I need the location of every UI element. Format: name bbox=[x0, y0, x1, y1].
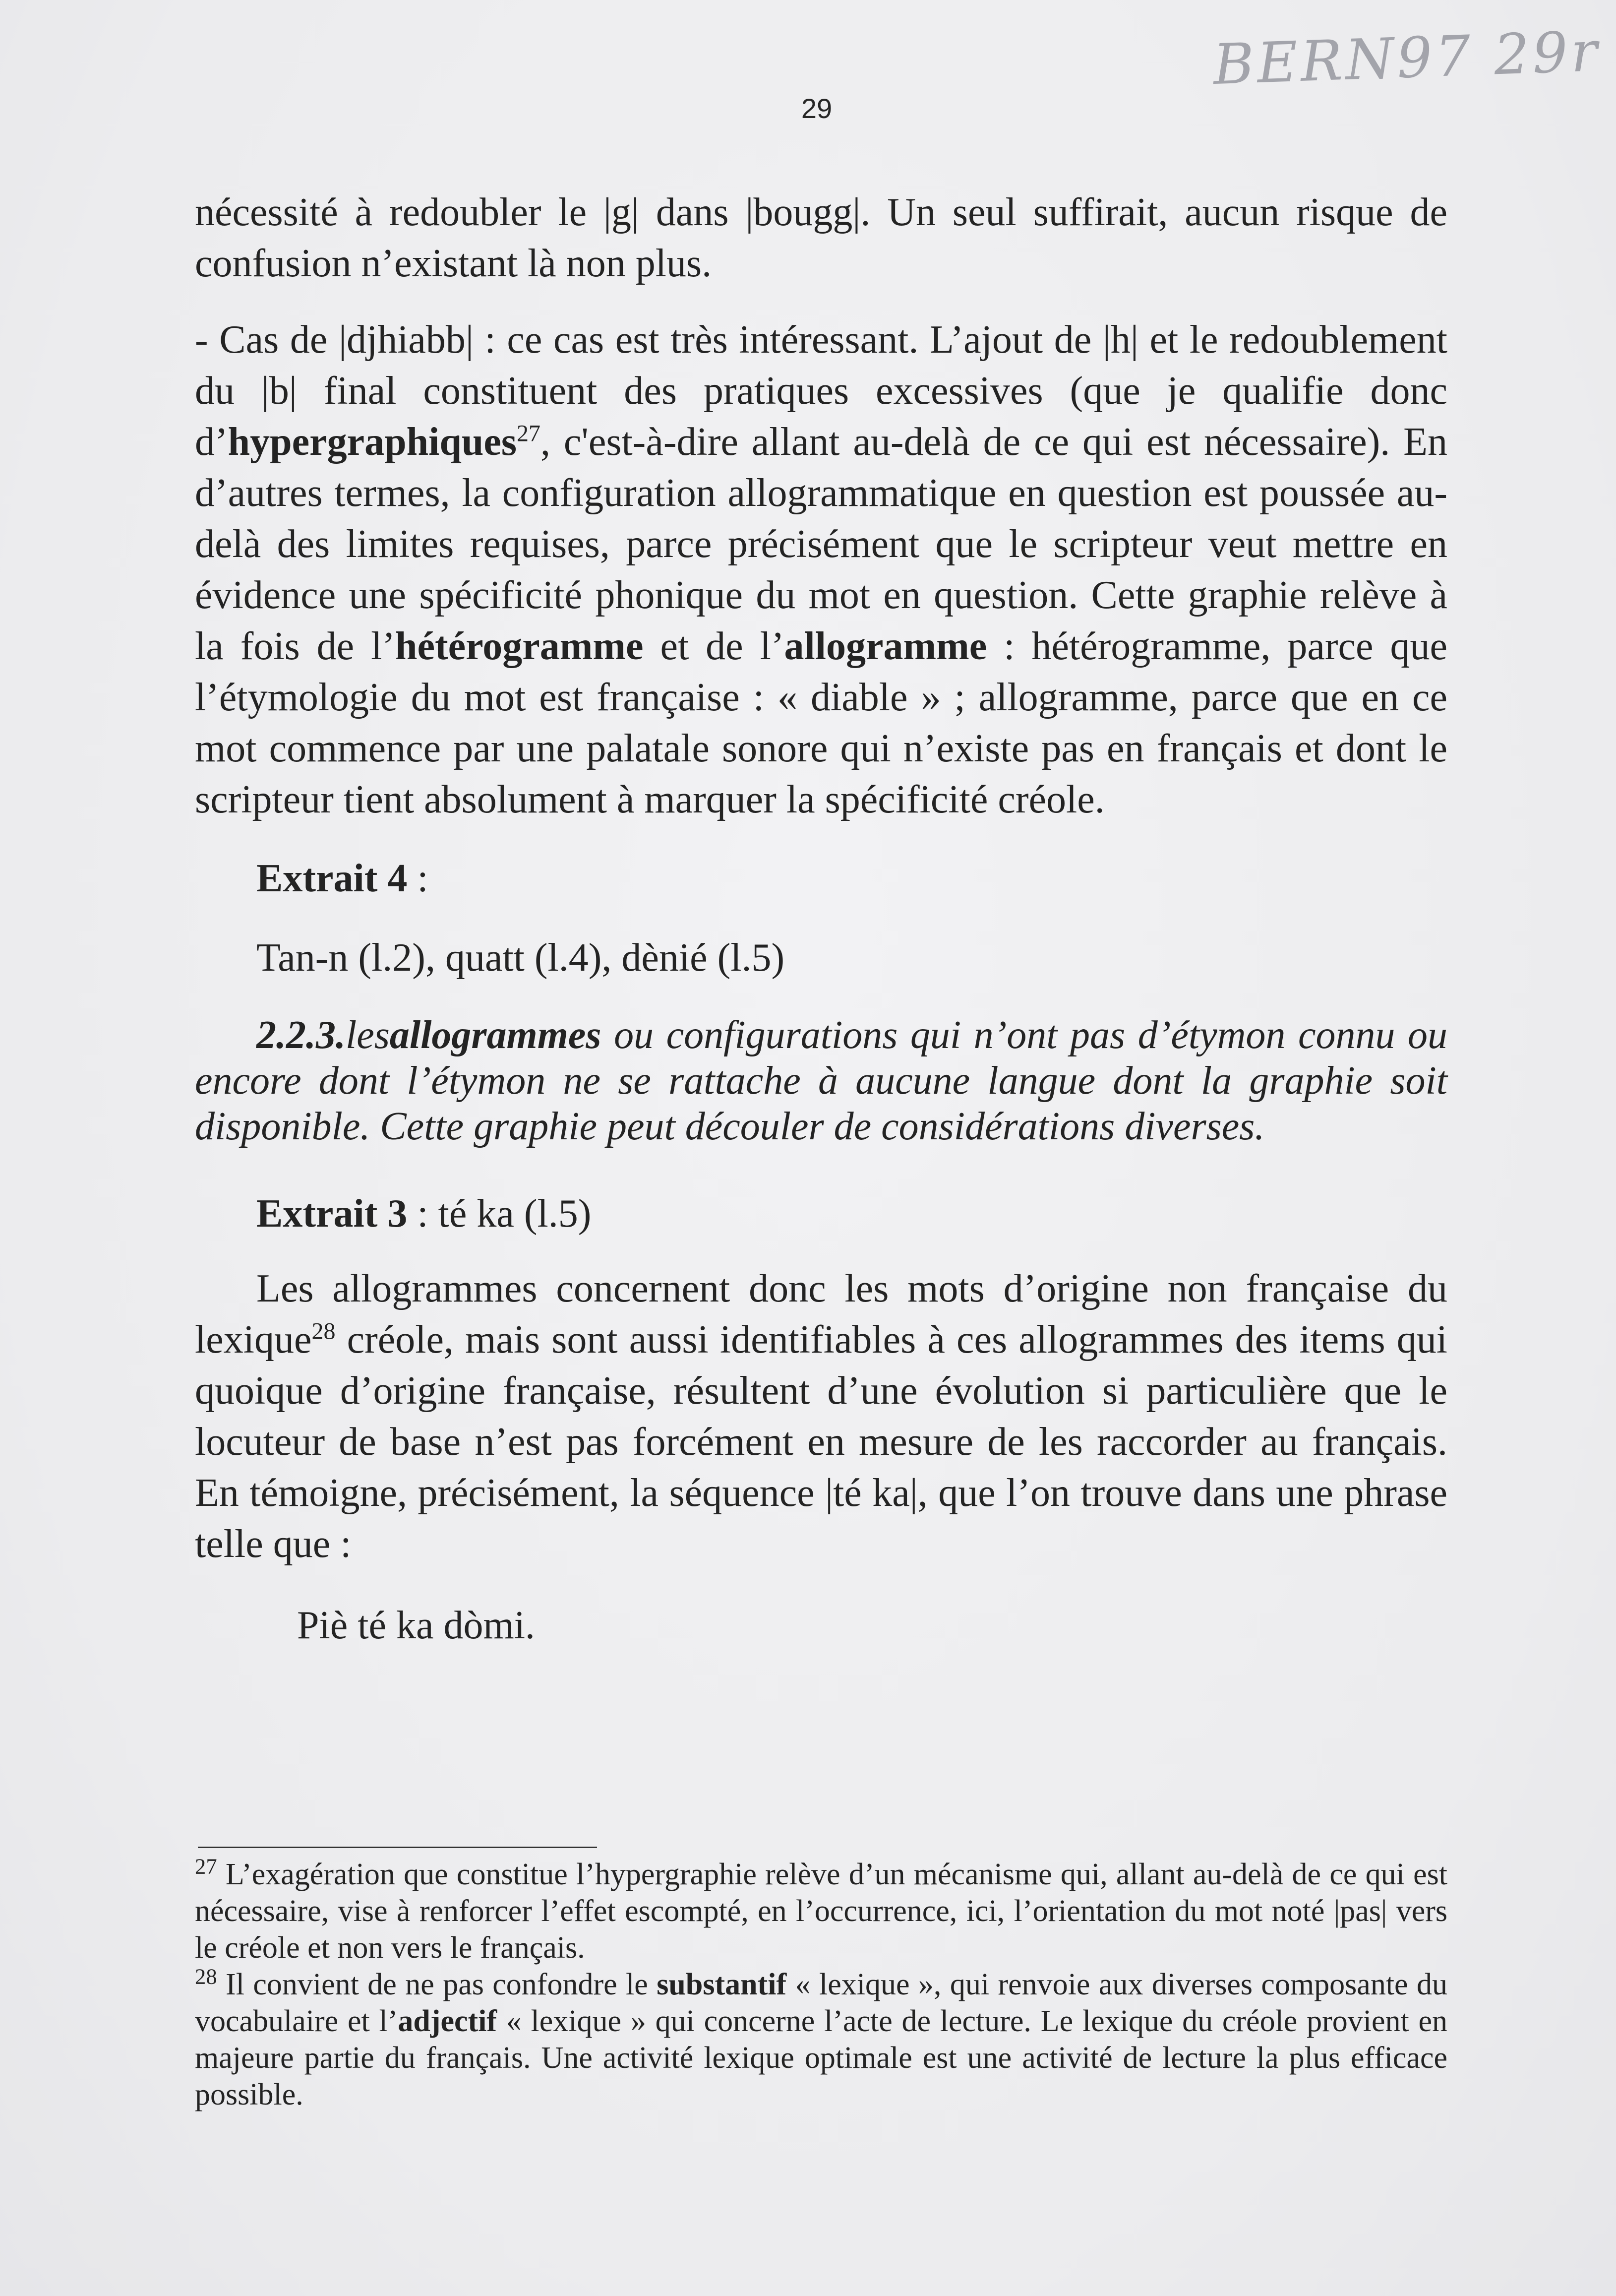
footnote-text: L’exagération que constitue l’hypergraphie relève d’un mécanisme qui, allant au-delà de ce qui est nécessaire, vise à renforcer l’effet escompté, en l’occurrence, ici, l’orientation du mot noté |pas| vers le créole et non vers le français. bbox=[195, 1858, 1447, 1965]
footnote-28 bbox=[195, 1966, 1447, 2113]
paragraph-djhiabb bbox=[195, 314, 1447, 825]
paragraph-text: créole, mais sont aussi identifiables à ces allogrammes des items qui quoique d’origine française, résultent d’une évolution si particulière que le locuteur de base n’est pas forcément en mesure de les raccorder au français. En témoigne, précisément, la séquence |té ka|, que l’on trouve dans une phrase telle que : bbox=[195, 1318, 1447, 1566]
footnotes bbox=[195, 1856, 1447, 2113]
bold-term-substantif: substantif bbox=[657, 1968, 787, 2001]
bold-term-adjectif: adjectif bbox=[398, 2004, 497, 2038]
handwritten-annotation: BERN97 29r bbox=[1212, 19, 1602, 98]
bold-term-heterogramme: hétérogramme bbox=[395, 624, 644, 668]
section-term: allogrammes bbox=[389, 1013, 601, 1057]
paragraph-text: et de l’ bbox=[643, 624, 784, 668]
footnote-separator bbox=[198, 1847, 597, 1848]
paragraph-bougg: nécessité à redoubler le |g| dans |bougg|. Un seul suffirait, aucun risque de confusion n’existant là non plus. bbox=[195, 190, 1447, 285]
footnote-ref-27: 27 bbox=[516, 420, 540, 447]
example-sentence: Piè té ka dòmi. bbox=[297, 1604, 535, 1647]
footnote-number: 27 bbox=[195, 1854, 217, 1879]
extrait-detail: : té ka (l.5) bbox=[407, 1192, 592, 1236]
footnote-text: Il convient de ne pas confondre le bbox=[217, 1968, 657, 2001]
paragraph-allogrammes bbox=[195, 1263, 1447, 1570]
paragraph-text: - Cas de |djhiabb| : ce cas est très intéressant. L’ajout de |h| et le redoublement du |b| final constituent des pratiques excessives (que je qualifie donc d’ bbox=[195, 318, 1447, 464]
bold-term-hypergraphiques: hypergraphiques bbox=[228, 420, 517, 464]
section-text: ou configurations qui n’ont pas d’étymon connu ou encore dont l’étymon ne se rattache à aucune langue dont la graphie soit disponible. Cette graphie peut découler de considérations diverses. bbox=[195, 1013, 1447, 1148]
footnote-number: 28 bbox=[195, 1964, 217, 1989]
bold-term-allogramme: allogramme bbox=[784, 624, 987, 668]
extrait-colon: : bbox=[407, 857, 428, 900]
section-number: 2.2.3. bbox=[256, 1013, 346, 1057]
footnote-text: « lexique », qui renvoie aux diverses composante du vocabulaire et l’ bbox=[195, 1968, 1447, 2038]
page-number: 29 bbox=[801, 93, 833, 124]
section-heading-2-2-3 bbox=[195, 1012, 1447, 1149]
extrait-label: Extrait 3 bbox=[256, 1192, 408, 1236]
footnote-ref-28: 28 bbox=[311, 1318, 336, 1345]
extrait-4-items: Tan-n (l.2), quatt (l.4), dènié (l.5) bbox=[256, 936, 785, 980]
paragraph-text: Les allogrammes concernent donc les mots d’origine non française du lexique bbox=[195, 1267, 1447, 1362]
paragraph-text: , c'est-à-dire allant au-delà de ce qui est nécessaire). En d’autres termes, la configuration allogrammatique en question est poussée au-delà des limites requises, parce précisément que le scripteur veut mettre en évidence une spécificité phonique du mot en question. Cette graphie relève à la fois de l’ bbox=[195, 420, 1447, 668]
footnote-27 bbox=[195, 1856, 1447, 1966]
footnote-text: « lexique » qui concerne l’acte de lecture. Le lexique du créole provient en majeure partie du français. Une activité lexique optimale est une activité de lecture la plus efficace possible. bbox=[195, 2004, 1447, 2111]
extrait-label: Extrait 4 bbox=[256, 857, 408, 900]
extrait-3-heading bbox=[256, 1188, 1447, 1240]
extrait-4-heading bbox=[256, 853, 1447, 904]
paragraph-text: : hétérogramme, parce que l’étymologie du mot est française : « diable » ; allogramme, parce que en ce mot commence par une palatale sonore qui n’existe pas en français et dont le scripteur tient absolument à marquer la spécificité créole. bbox=[195, 624, 1448, 821]
section-text: les bbox=[346, 1013, 390, 1057]
